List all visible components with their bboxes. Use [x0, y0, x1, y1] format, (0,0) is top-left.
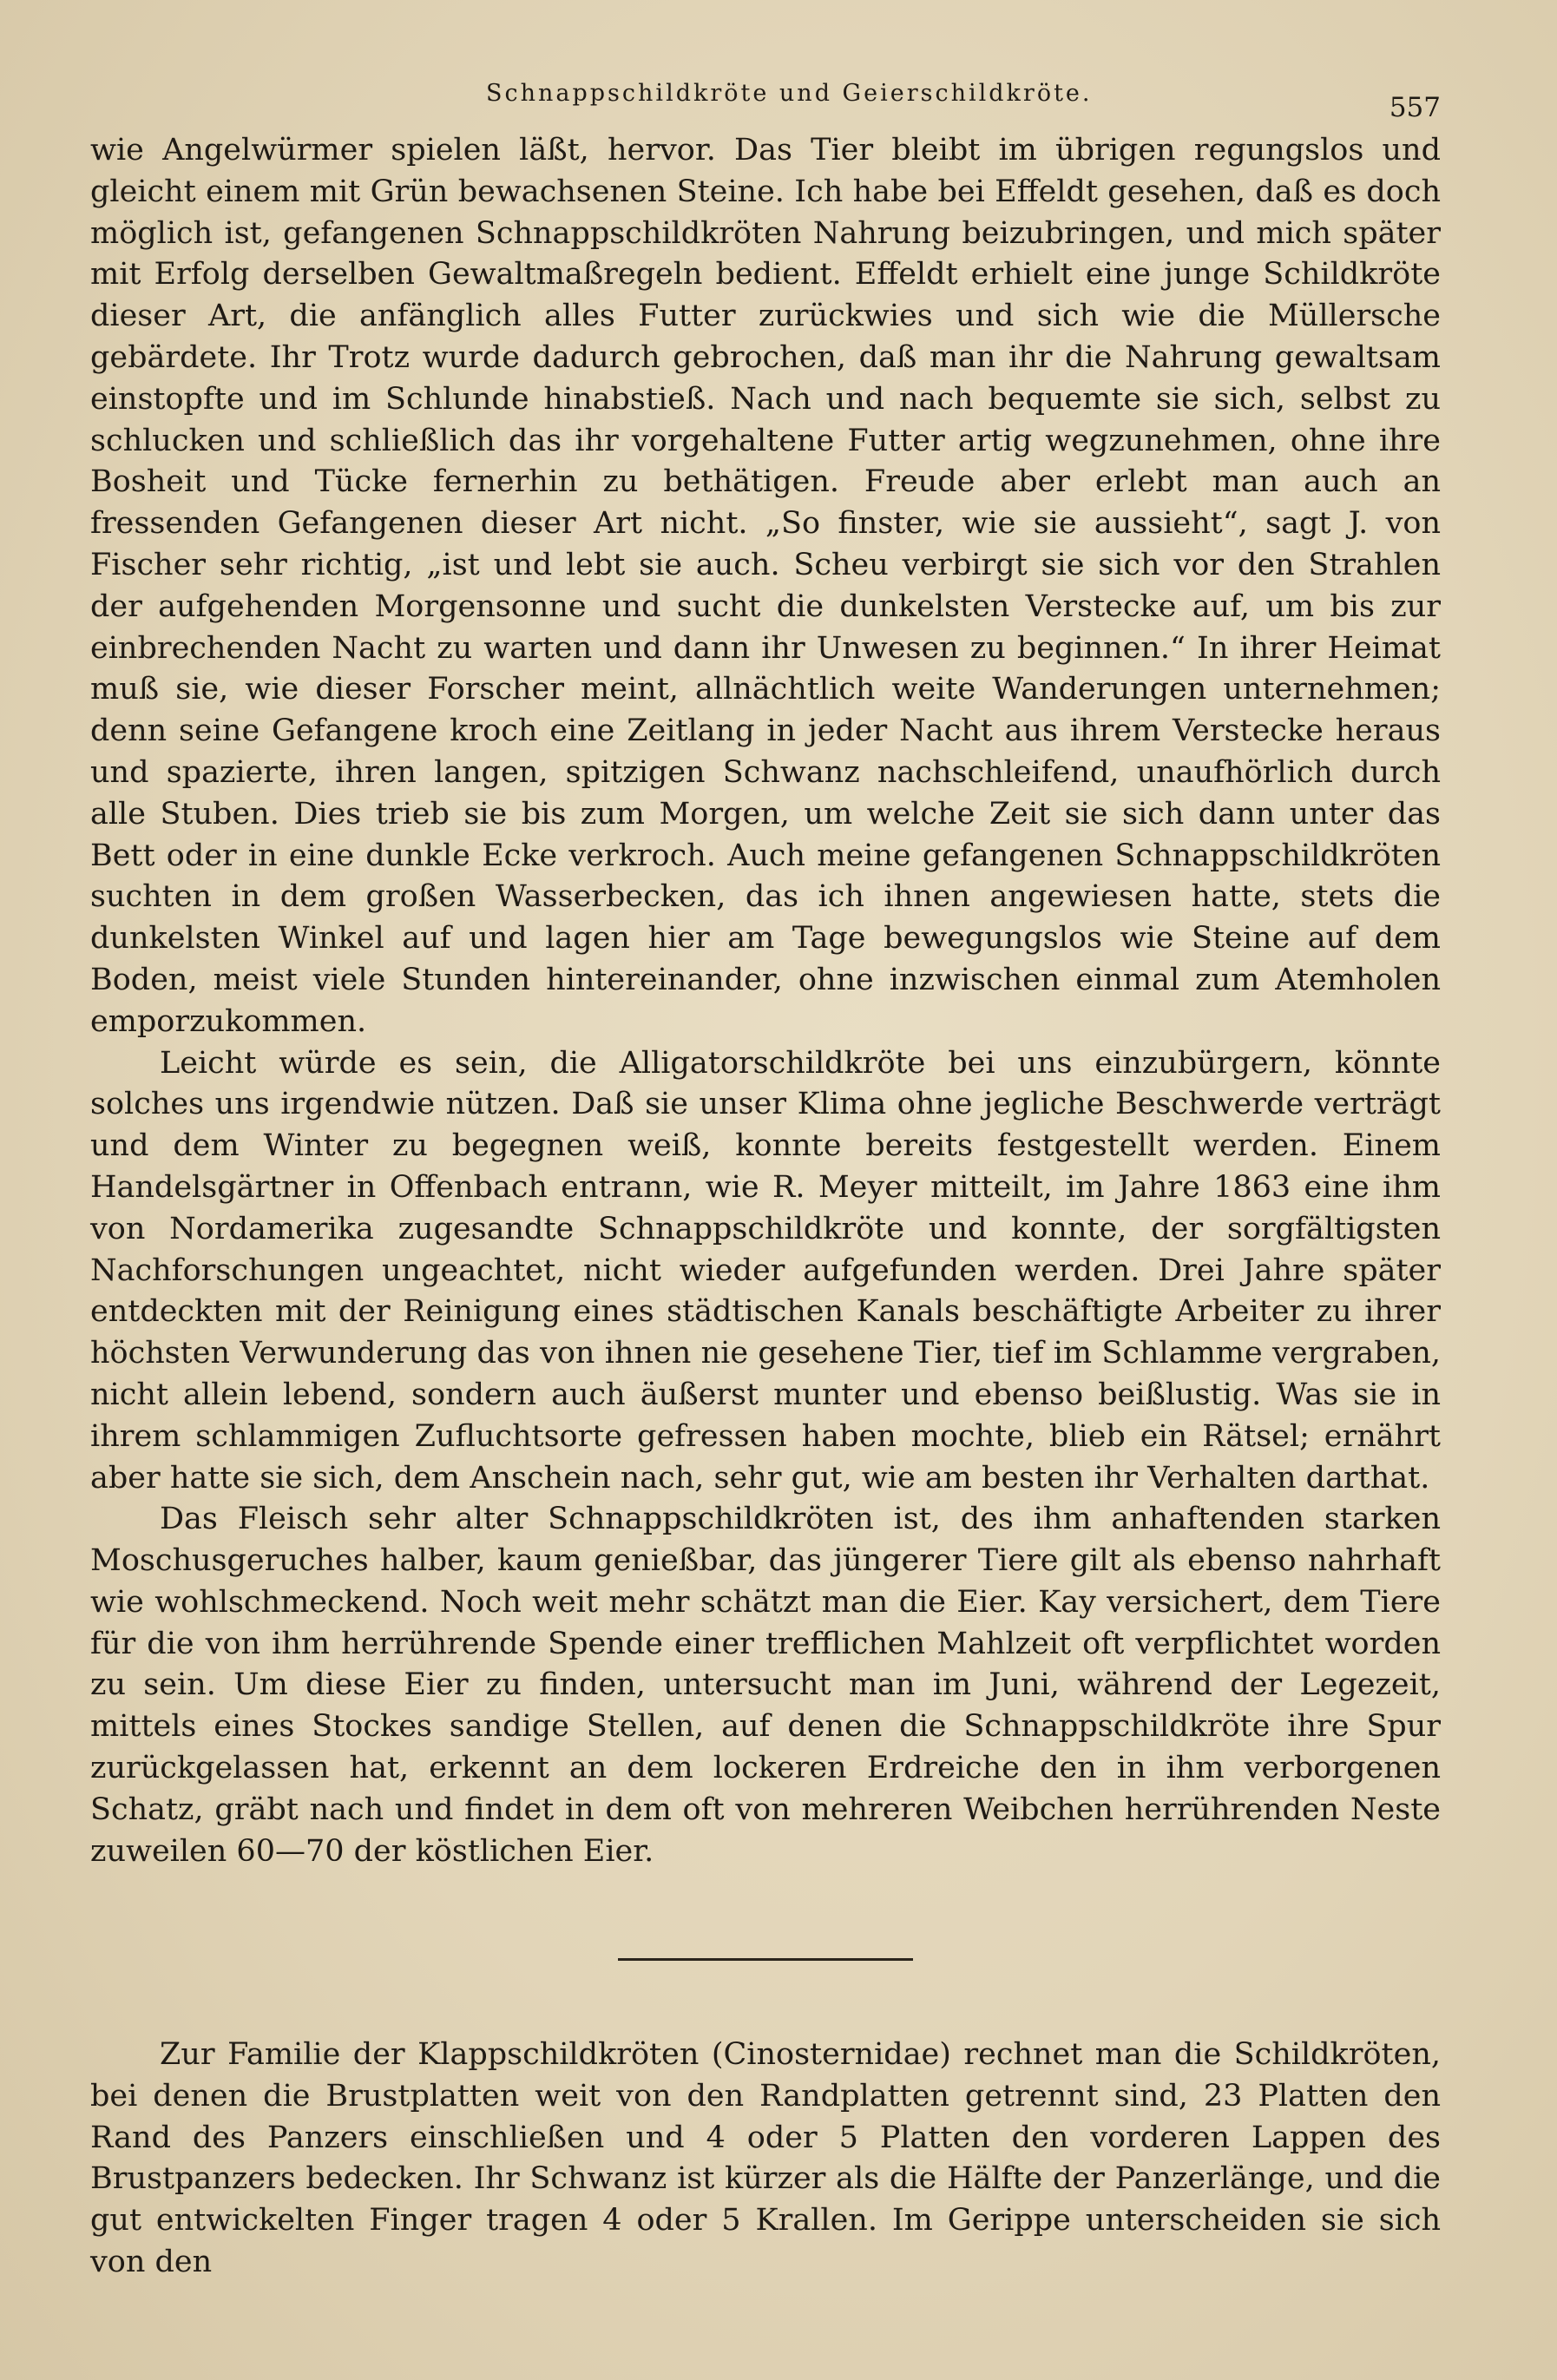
paragraph-4: Zur Familie der Klappschildkröten (Cinosternidae) rechnet man die Schildkröten, bei denen die Brustplatten weit von den Randplatten getrennt sind, 23 Platten den Rand des Panzers einschließen und 4 oder 5 Platten den vorderen Lappen des Brustpanzers bedecken. Ihr Schwanz ist kürzer als die Hälfte der Panzerlänge, und die gut entwickelten Finger tragen 4 oder 5 Krallen. Im Gerippe unterscheiden sie sich von den	[90, 2037, 1441, 2279]
running-head	[174, 80, 1441, 123]
paragraph-1: wie Angelwürmer spielen läßt, hervor. Das Tier bleibt im übrigen regungslos und gleicht einem mit Grün bewachsenen Steine. Ich habe bei Effeldt gesehen, daß es doch möglich ist, gefangenen Schnappschildkröten Nahrung beizubringen, und mich später mit Erfolg derselben Gewaltmaßregeln bedient. Effeldt erhielt eine junge Schildkröte dieser Art, die anfänglich alles Futter zurückwies und sich wie die Müllersche gebärdete. Ihr Trotz wurde dadurch gebrochen, daß man ihr die Nahrung gewaltsam einstopfte und im Schlunde hinabstieß. Nach und nach bequemte sie sich, selbst zu schlucken und schließlich das ihr vorgehaltene Futter artig wegzunehmen, ohne ihre Bosheit und Tücke fernerhin zu bethätigen. Freude aber erlebt man auch an fressenden Gefangenen dieser Art nicht. „So finster, wie sie aussieht“, sagt J. von Fischer sehr richtig, „ist und lebt sie auch. Scheu verbirgt sie sich vor den Strahlen der aufgehenden Morgensonne und sucht die dunkelsten Verstecke auf, um bis zur einbrechenden Nacht zu warten und dann ihr Unwesen zu beginnen.“ In ihrer Heimat muß sie, wie dieser Forscher meint, allnächtlich weite Wanderungen unternehmen; denn seine Gefangene kroch eine Zeitlang in jeder Nacht aus ihrem Verstecke heraus und spazierte, ihren langen, spitzigen Schwanz nachschleifend, unaufhörlich durch alle Stuben. Dies trieb sie bis zum Morgen, um welche Zeit sie sich dann unter das Bett oder in eine dunkle Ecke verkroch. Auch meine gefangenen Schnappschildkröten suchten in dem großen Wasserbecken, das ich ihnen angewiesen hatte, stets die dunkelsten Winkel auf und lagen hier am Tage bewegungslos wie Steine auf dem Boden, meist viele Stunden hintereinander, ohne inzwischen einmal zum Atemholen emporzukommen.	[90, 133, 1441, 1039]
section-divider	[618, 1958, 913, 1961]
family-section-block	[90, 2035, 1441, 2284]
paragraph-2: Leicht würde es sein, die Alligatorschildkröte bei uns einzubürgern, könnte solches uns irgendwie nützen. Daß sie unser Klima ohne jegliche Beschwerde verträgt und dem Winter zu begegnen weiß, konnte bereits festgestellt werden. Einem Handelsgärtner in Offenbach entrann, wie R. Meyer mitteilt, im Jahre 1863 eine ihm von Nordamerika zugesandte Schnappschildkröte und konnte, der sorgfältigsten Nachforschungen ungeachtet, nicht wieder aufgefunden werden. Drei Jahre später entdeckten mit der Reinigung eines städtischen Kanals beschäftigte Arbeiter zu ihrer höchsten Verwunderung das von ihnen nie gesehene Tier, tief im Schlamme vergraben, nicht allein lebend, sondern auch äußerst munter und ebenso beißlustig. Was sie in ihrem schlammigen Zufluchtsorte gefressen haben mochte, blieb ein Rätsel; ernährt aber hatte sie sich, dem Anschein nach, sehr gut, wie am besten ihr Verhalten darthat.	[90, 1045, 1441, 1496]
paragraph-3: Das Fleisch sehr alter Schnappschildkröten ist, des ihm anhaftenden starken Moschusgeruches halber, kaum genießbar, das jüngerer Tiere gilt als ebenso nahrhaft wie wohlschmeckend. Noch weit mehr schätzt man die Eier. Kay versichert, dem Tiere für die von ihm herrührende Spende einer trefflichen Mahlzeit oft verpflichtet worden zu sein. Um diese Eier zu finden, untersucht man im Juni, während der Legezeit, mittels eines Stockes sandige Stellen, auf denen die Schnappschildkröte ihre Spur zurückgelassen hat, erkennt an dem lockeren Erdreiche den in ihm verborgenen Schatz, gräbt nach und findet in dem oft von mehreren Weibchen herrührenden Neste zuweilen 60—70 der köstlichen Eier.	[90, 1502, 1441, 1869]
main-text-block	[90, 130, 1441, 1872]
page-number: 557	[1389, 92, 1441, 123]
running-title: Schnappschildkröte und Geierschildkröte.	[486, 80, 1093, 107]
